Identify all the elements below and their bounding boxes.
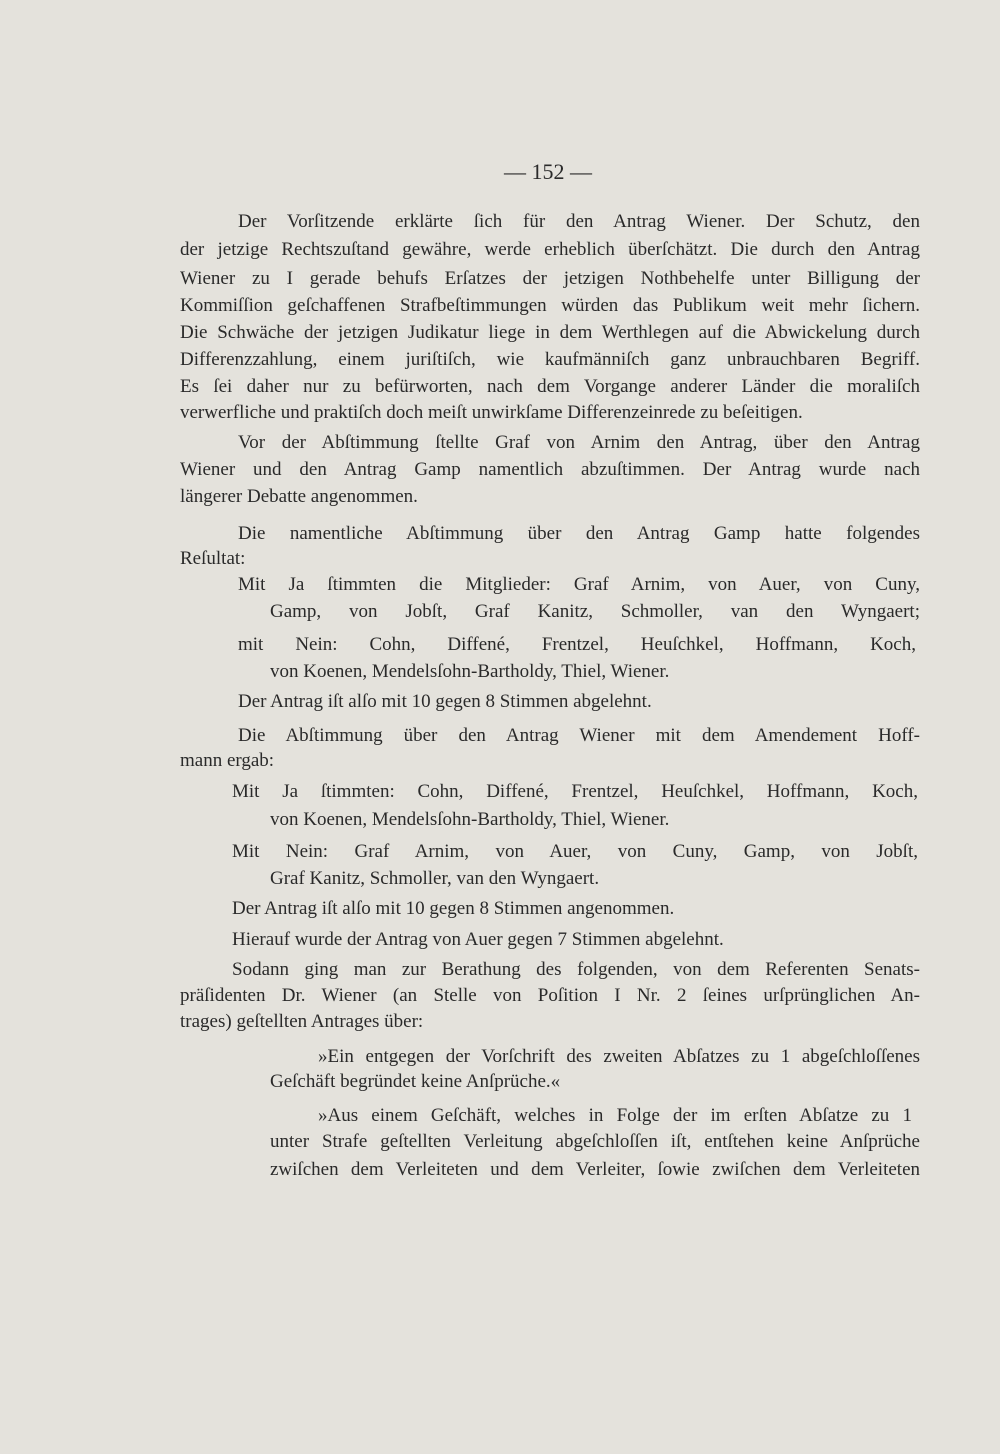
text-line: Der Antrag iſt alſo mit 10 gegen 8 Stimmen angenommen. bbox=[232, 898, 675, 919]
text-line: Mit Ja ſtimmten: Cohn, Diffené, Frentzel, Heuſchkel, Hoffmann, Koch, bbox=[232, 781, 918, 802]
text-line: Die Schwäche der jetzigen Judikatur liege in dem Werthlegen auf die Abwickelung durch bbox=[180, 322, 920, 343]
text-line: Mit Ja ſtimmten die Mitglieder: Graf Arnim, von Auer, von Cuny, bbox=[238, 574, 920, 595]
text-line: Gamp, von Jobſt, Graf Kanitz, Schmoller, van den Wyngaert; bbox=[270, 601, 920, 622]
text-line: zwiſchen dem Verleiteten und dem Verleiter, ſowie zwiſchen dem Verleiteten bbox=[270, 1159, 920, 1180]
text-line: »Aus einem Geſchäft, welches in Folge der im erſten Abſatze zu 1 bbox=[318, 1105, 912, 1126]
text-line: Es ſei daher nur zu befürworten, nach dem Vorgange anderer Länder die moraliſch bbox=[180, 376, 920, 397]
text-line: Wiener und den Antrag Gamp namentlich abzuſtimmen. Der Antrag wurde nach bbox=[180, 459, 920, 480]
page-number-header: — 152 — bbox=[504, 159, 592, 184]
text-line: Hierauf wurde der Antrag von Auer gegen 7 Stimmen abgelehnt. bbox=[232, 929, 724, 950]
text-line: Graf Kanitz, Schmoller, van den Wyngaert. bbox=[270, 868, 600, 889]
text-line: Wiener zu I gerade behufs Erſatzes der jetzigen Nothbehelfe unter Billigung der bbox=[180, 268, 920, 289]
text-line: Kommiſſion geſchaffenen Strafbeſtimmungen würden das Publikum weit mehr ſichern. bbox=[180, 295, 920, 316]
text-line: Differenzzahlung, einem juriſtiſch, wie kaufmänniſch ganz unbrauchbaren Begriff. bbox=[180, 349, 920, 370]
text-line: Mit Nein: Graf Arnim, von Auer, von Cuny, Gamp, von Jobſt, bbox=[232, 841, 918, 862]
text-line: Die namentliche Abſtimmung über den Antrag Gamp hatte folgendes bbox=[238, 523, 920, 544]
text-line: von Koenen, Mendelsſohn-Bartholdy, Thiel, Wiener. bbox=[270, 661, 670, 682]
text-line: längerer Debatte angenommen. bbox=[180, 486, 418, 507]
text-line: mann ergab: bbox=[180, 750, 275, 771]
text-line: mit Nein: Cohn, Diffené, Frentzel, Heuſchkel, Hoffmann, Koch, bbox=[238, 634, 916, 655]
text-line: präſidenten Dr. Wiener (an Stelle von Poſition I Nr. 2 ſeines urſprünglichen An- bbox=[180, 985, 920, 1006]
text-line: verwerfliche und praktiſch doch meiſt unwirkſame Differenzeinrede zu beſeitigen. bbox=[180, 402, 803, 423]
text-line: Vor der Abſtimmung ſtellte Graf von Arnim den Antrag, über den Antrag bbox=[238, 432, 920, 453]
text-line: unter Strafe geſtellten Verleitung abgeſchloſſen iſt, entſtehen keine Anſprüche bbox=[270, 1131, 920, 1152]
text-line: von Koenen, Mendelsſohn-Bartholdy, Thiel, Wiener. bbox=[270, 809, 670, 830]
text-line: Geſchäft begründet keine Anſprüche.« bbox=[270, 1071, 561, 1092]
text-line: Die Abſtimmung über den Antrag Wiener mit dem Amendement Hoff- bbox=[238, 725, 920, 746]
text-line: Reſultat: bbox=[180, 548, 246, 569]
text-line: Sodann ging man zur Berathung des folgenden, von dem Referenten Senats- bbox=[232, 959, 920, 980]
text-line: Der Antrag iſt alſo mit 10 gegen 8 Stimmen abgelehnt. bbox=[238, 691, 652, 712]
text-line: trages) geſtellten Antrages über: bbox=[180, 1011, 424, 1032]
text-line: der jetzige Rechtszuſtand gewähre, werde erheblich überſchätzt. Die durch den Antrag bbox=[180, 239, 920, 260]
text-line: Der Vorſitzende erklärte ſich für den Antrag Wiener. Der Schutz, den bbox=[238, 211, 920, 232]
text-line: »Ein entgegen der Vorſchrift des zweiten Abſatzes zu 1 abgeſchloſſenes bbox=[318, 1046, 920, 1067]
